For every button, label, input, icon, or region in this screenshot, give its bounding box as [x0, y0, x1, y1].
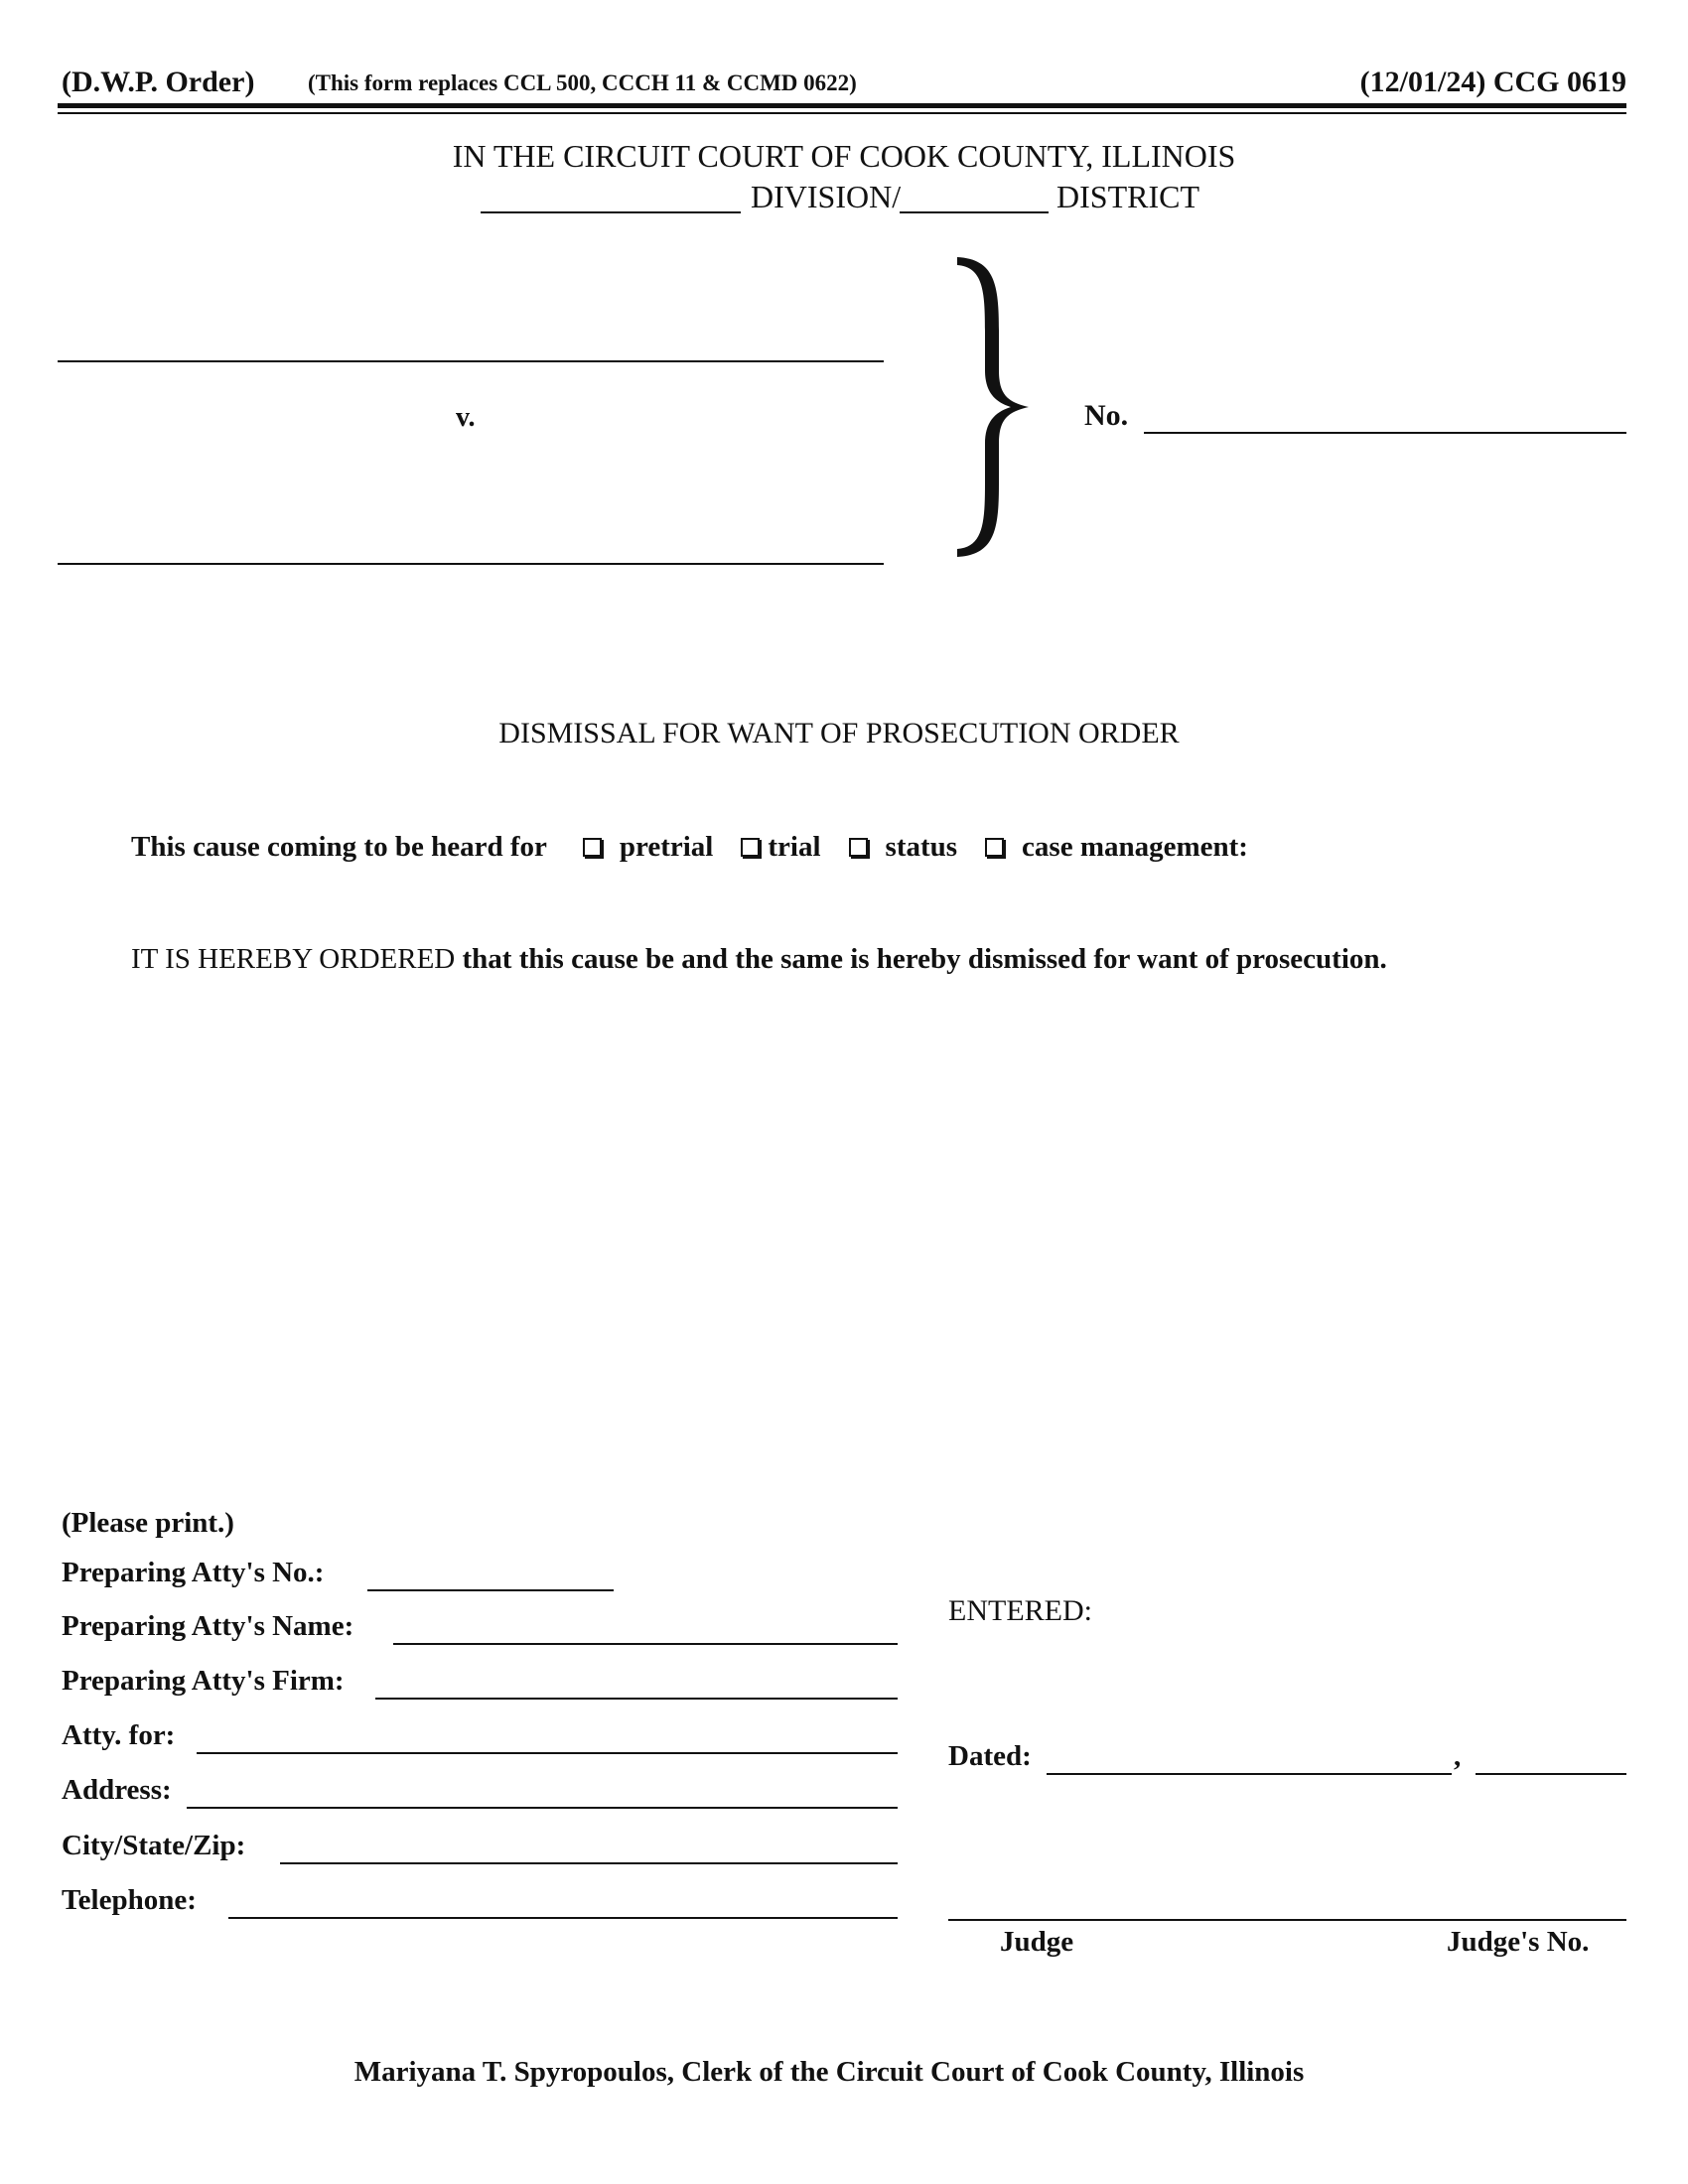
case-no-label: No. — [1084, 399, 1129, 432]
header-rule-thick — [58, 103, 1626, 108]
judge-no-label: Judge's No. — [1447, 1926, 1590, 1958]
telephone-field[interactable] — [228, 1917, 898, 1919]
clerk-footer: Mariyana T. Spyropoulos, Clerk of the Circuit Court of Cook County, Illinois — [353, 2056, 1305, 2088]
option-pretrial[interactable] — [583, 831, 714, 864]
atty-for-field[interactable] — [197, 1752, 898, 1754]
atty-no-field[interactable] — [367, 1589, 614, 1591]
dated-date-field[interactable] — [1047, 1773, 1452, 1775]
atty-firm-label: Preparing Atty's Firm: — [62, 1665, 345, 1697]
option-status[interactable] — [849, 831, 958, 864]
atty-no-label: Preparing Atty's No.: — [62, 1557, 325, 1588]
city-state-zip-label: City/State/Zip: — [62, 1830, 246, 1861]
address-label: Address: — [62, 1774, 172, 1806]
telephone-label: Telephone: — [62, 1884, 197, 1916]
dated-year-field[interactable] — [1476, 1773, 1626, 1775]
address-field[interactable] — [187, 1807, 898, 1809]
form-replaces-note: (This form replaces CCL 500, CCCH 11 & CCMD 0622) — [308, 70, 857, 95]
judge-signature-field[interactable] — [948, 1919, 1626, 1921]
please-print-label: (Please print.) — [62, 1507, 234, 1539]
option-status-label: status — [885, 831, 958, 863]
versus-label: v. — [456, 402, 476, 433]
atty-name-label: Preparing Atty's Name: — [62, 1610, 354, 1642]
division-label: DIVISION/ — [751, 179, 902, 214]
option-trial-label: trial — [768, 831, 821, 863]
order-text — [131, 943, 1387, 976]
ordered-lead: IT IS HEREBY ORDERED — [131, 943, 456, 975]
option-case-management[interactable] — [985, 831, 1248, 864]
ordered-body: that this cause be and the same is hereby dismissed for want of prosecution. — [455, 943, 1387, 975]
caption-brace — [953, 253, 1033, 561]
order-title: DISMISSAL FOR WANT OF PROSECUTION ORDER — [498, 717, 1180, 750]
heard-for-row — [131, 831, 1276, 864]
dated-label: Dated: — [948, 1740, 1032, 1772]
option-trial[interactable] — [741, 831, 820, 864]
court-title: IN THE CIRCUIT COURT OF COOK COUNTY, ILLINOIS — [452, 138, 1236, 174]
dated-comma: , — [1454, 1740, 1462, 1772]
heard-for-label: This cause coming to be heard for — [131, 831, 547, 863]
defendant-field[interactable] — [58, 563, 884, 565]
trial-checkbox[interactable] — [741, 838, 760, 857]
district-field[interactable] — [900, 211, 1049, 213]
atty-for-label: Atty. for: — [62, 1719, 176, 1751]
district-label: DISTRICT — [1056, 179, 1199, 214]
case-management-checkbox[interactable] — [985, 838, 1004, 857]
option-pretrial-label: pretrial — [619, 831, 714, 863]
atty-firm-field[interactable] — [375, 1698, 898, 1700]
judge-label: Judge — [1000, 1926, 1074, 1958]
atty-name-field[interactable] — [393, 1643, 898, 1645]
status-checkbox[interactable] — [849, 838, 868, 857]
case-no-field[interactable] — [1144, 432, 1626, 434]
entered-label: ENTERED: — [948, 1594, 1092, 1627]
city-state-zip-field[interactable] — [280, 1862, 898, 1864]
division-field[interactable] — [481, 211, 741, 213]
form-number: (12/01/24) CCG 0619 — [1359, 66, 1626, 98]
option-case-management-label: case management: — [1022, 831, 1248, 863]
pretrial-checkbox[interactable] — [583, 838, 602, 857]
form-code: (D.W.P. Order) — [62, 66, 255, 98]
header-rule-thin — [58, 112, 1626, 114]
plaintiff-field[interactable] — [58, 360, 884, 362]
